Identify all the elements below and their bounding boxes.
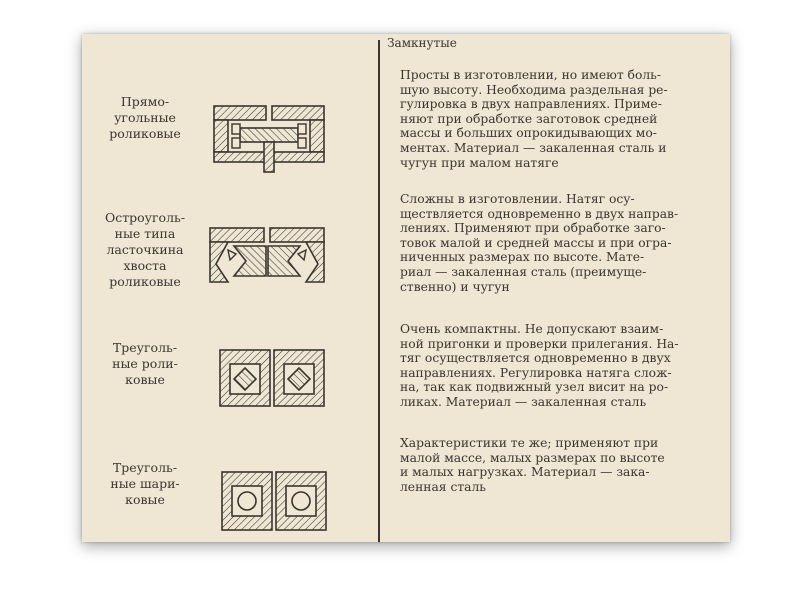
section-header: Замкнутые	[387, 36, 457, 50]
rectangular-roller-guide-icon	[210, 98, 328, 180]
row-label-rectangular: Прямо- угольные роликовые	[109, 94, 181, 141]
row-description-triangular-roller: Очень компактны. Не допускают взаим- ной пригонки и проверки прилегания. На- тяг осуществляется одновременно в двух направлениях. Регулировка натяга слож- на, так как подвижный узел висит на ро- ликах. Материал — закаленная сталь	[400, 322, 679, 409]
column-divider	[378, 40, 380, 542]
row-label-dovetail: Остроуголь- ные типа ласточкина хвоста роликовые	[104, 210, 186, 289]
triangular-roller-guide-icon	[216, 346, 328, 414]
dovetail-roller-guide-icon	[206, 224, 328, 294]
row-description-triangular-ball: Характеристики те же; применяют при малой массе, малых размерах по высоте и малых нагрузках. Материал — зака- ленная сталь	[400, 436, 665, 494]
row-label-triangular-ball: Треуголь- ные шари- ковые	[110, 460, 180, 507]
triangular-ball-guide-icon	[218, 468, 330, 538]
book-page	[82, 34, 730, 542]
row-description-rectangular: Просты в изготовлении, но имеют боль- шую высоту. Необходима раздельная ре- гулировка в двух направлениях. Приме- няют при обработке заготовок средней массы и больших опрокидывающих мо- ментах. Материал — закаленная сталь и чугун при малом натяге	[400, 68, 668, 170]
row-description-dovetail: Сложны в изготовлении. Натяг осу- ществляется одновременно в двух направ- лениях. Применяют при обработке заго- товок малой и средней массы и при огра- ниченных размерах по высоте. Мате- риал — закаленная сталь (преимуще- ственно) и чугун	[400, 192, 679, 294]
row-label-triangular-roller: Треуголь- ные роли- ковые	[112, 340, 178, 387]
